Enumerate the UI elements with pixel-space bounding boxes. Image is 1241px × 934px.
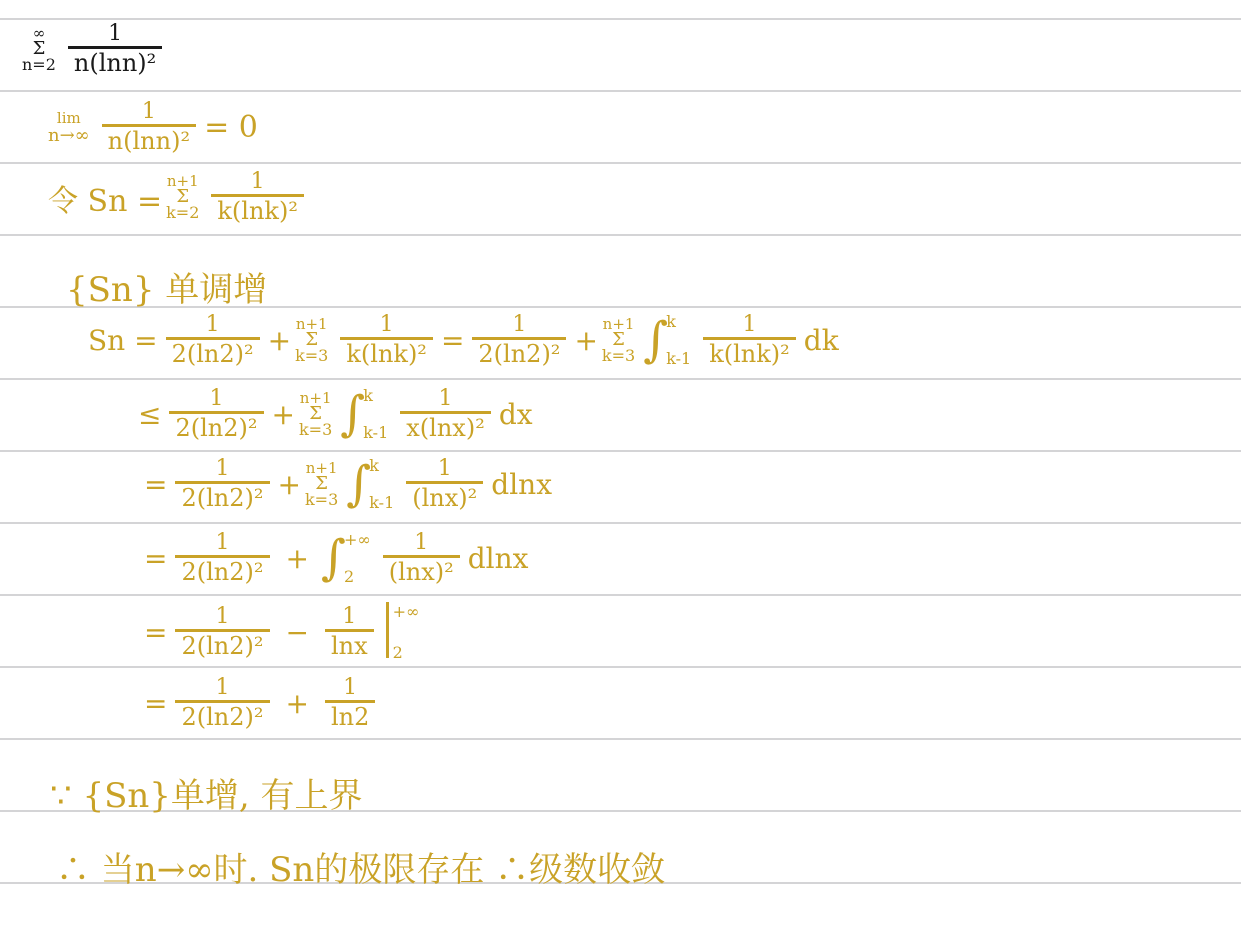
ruled-line xyxy=(0,90,1241,92)
numerator: 1 xyxy=(379,311,394,337)
differential: dk xyxy=(803,323,839,357)
because-statement xyxy=(50,768,363,817)
numerator: 1 xyxy=(205,311,220,337)
define-sn xyxy=(48,170,312,225)
integral-upper: k xyxy=(369,456,379,475)
define-fraction xyxy=(211,170,304,225)
step-lhs: Sn = xyxy=(88,323,158,357)
evaluation-bar xyxy=(386,602,420,662)
define-prefix: 令 Sn = xyxy=(48,183,163,219)
denominator: k(lnk)² xyxy=(211,194,304,225)
integral-sign: ∫ xyxy=(643,312,669,368)
numerator: 1 xyxy=(209,385,224,411)
integral-upper: k xyxy=(666,312,676,331)
denominator: x(lnx)² xyxy=(400,411,491,442)
denominator: n(lnn)² xyxy=(102,124,196,155)
denominator: ln2 xyxy=(325,700,375,731)
lim-operator xyxy=(48,110,90,146)
equals-sign: = xyxy=(144,467,168,501)
term-fraction xyxy=(325,605,374,660)
therefore-text: ∴ 当n→∞时. Sn的极限存在 ∴级数收敛 xyxy=(56,850,666,890)
sum-lower: k=3 xyxy=(295,345,329,365)
ruled-line xyxy=(0,450,1241,452)
limit-result: = 0 xyxy=(204,110,258,145)
term-fraction xyxy=(383,531,460,586)
lim-word: lim xyxy=(56,108,81,127)
equals-sign: = xyxy=(440,323,465,357)
ruled-line xyxy=(0,522,1241,524)
term-fraction xyxy=(175,676,269,731)
sum-upper: n+1 xyxy=(299,388,332,407)
equals-sign: = xyxy=(144,687,168,720)
numerator: 1 xyxy=(215,603,230,629)
sum-lower: k=3 xyxy=(298,419,333,439)
ruled-line xyxy=(0,378,1241,380)
sum-lower: k=3 xyxy=(601,345,636,365)
sum-lower: k=2 xyxy=(166,203,200,222)
numerator: 1 xyxy=(250,169,265,194)
denominator: 2(ln2)² xyxy=(169,411,263,442)
differential: dlnx xyxy=(491,467,552,501)
series-expression xyxy=(18,22,170,77)
monotone-statement xyxy=(66,262,267,311)
because-text: ∵ {Sn}单增, 有上界 xyxy=(50,776,363,816)
eval-upper: +∞ xyxy=(392,602,420,621)
integral xyxy=(340,386,388,442)
step-2 xyxy=(138,386,533,442)
integral-lower: 2 xyxy=(343,567,355,586)
numerator: 1 xyxy=(414,529,429,555)
limit-expression xyxy=(48,100,258,155)
sum-upper: n+1 xyxy=(305,458,338,477)
monotone-text: {Sn} 单调增 xyxy=(66,270,268,310)
step-sum xyxy=(295,314,329,365)
sum-upper: n+1 xyxy=(602,314,635,333)
denominator: 2(ln2)² xyxy=(175,555,269,586)
integral-lower: k-1 xyxy=(666,349,692,368)
eval-lower: 2 xyxy=(392,643,403,662)
term-fraction xyxy=(703,313,796,368)
numerator: 1 xyxy=(343,675,358,700)
numerator: 1 xyxy=(512,311,527,337)
series-sum xyxy=(22,26,56,73)
term-fraction xyxy=(175,531,269,586)
term-fraction xyxy=(175,457,269,512)
therefore-statement xyxy=(56,842,665,891)
series-fraction xyxy=(68,22,162,77)
sum-sigma: Σ xyxy=(32,38,46,59)
term-fraction xyxy=(169,387,263,442)
numerator: 1 xyxy=(141,99,156,124)
denominator: 2(ln2)² xyxy=(175,629,269,660)
integral-sign: ∫ xyxy=(340,386,366,442)
ruled-line xyxy=(0,594,1241,596)
differential: dx xyxy=(498,397,533,431)
numerator: 1 xyxy=(437,455,452,481)
numerator: 1 xyxy=(342,603,357,629)
ruled-line xyxy=(0,234,1241,236)
denominator: 2(ln2)² xyxy=(472,337,566,368)
numerator: 1 xyxy=(108,21,123,46)
equals-sign: = xyxy=(144,615,168,649)
sum-lower: n=2 xyxy=(22,55,56,74)
lim-subscript: n→∞ xyxy=(48,124,90,146)
integral-upper: +∞ xyxy=(343,530,371,549)
plus-sign: + xyxy=(267,323,292,357)
term-fraction xyxy=(472,313,566,368)
step-6 xyxy=(144,676,383,731)
integral-sign: ∫ xyxy=(320,530,346,586)
plus-sign: + xyxy=(574,323,598,357)
sum-upper: n+1 xyxy=(166,172,199,190)
sum-lower: k=3 xyxy=(304,489,339,509)
integral xyxy=(643,312,691,368)
term-fraction xyxy=(406,457,483,512)
term-fraction xyxy=(166,313,260,368)
integral-upper: k xyxy=(363,386,373,405)
differential: dlnx xyxy=(467,541,529,575)
integral-lower: k-1 xyxy=(363,423,389,442)
denominator: (lnx)² xyxy=(406,481,483,512)
sum-upper: n+1 xyxy=(295,314,328,333)
numerator: 1 xyxy=(215,529,230,555)
denominator: lnx xyxy=(325,629,374,660)
step-3 xyxy=(144,456,552,512)
numerator: 1 xyxy=(215,675,230,700)
plus-sign: + xyxy=(285,541,309,575)
denominator: 2(ln2)² xyxy=(175,481,269,512)
plus-sign: + xyxy=(277,467,301,501)
ruled-line xyxy=(0,666,1241,668)
step-sum xyxy=(304,458,339,509)
sum-sigma: Σ xyxy=(309,402,322,424)
numerator: 1 xyxy=(215,455,230,481)
leq-sign: ≤ xyxy=(138,397,162,431)
denominator: n(lnn)² xyxy=(68,46,162,77)
plus-sign: + xyxy=(271,397,295,431)
step-1 xyxy=(88,312,839,368)
step-4 xyxy=(144,530,528,586)
ruled-line xyxy=(0,162,1241,164)
equals-sign: = xyxy=(144,541,168,575)
denominator: 2(ln2)² xyxy=(166,337,260,368)
define-sum xyxy=(166,174,199,221)
ruled-line xyxy=(0,738,1241,740)
integral xyxy=(321,530,371,586)
step-sum xyxy=(601,314,636,365)
limit-fraction xyxy=(102,100,196,155)
sum-sigma: Σ xyxy=(305,328,319,350)
sum-sigma: Σ xyxy=(176,186,190,207)
integral-sign: ∫ xyxy=(346,456,372,512)
plus-sign: + xyxy=(285,687,309,720)
sum-sigma: Σ xyxy=(315,472,328,494)
integral xyxy=(346,456,394,512)
step-sum xyxy=(298,388,333,439)
sum-sigma: Σ xyxy=(612,328,625,350)
step-5 xyxy=(144,602,419,662)
denominator: k(lnk)² xyxy=(703,337,796,368)
minus-sign: − xyxy=(285,615,309,649)
denominator: (lnx)² xyxy=(383,555,460,586)
ruled-line xyxy=(0,18,1241,20)
term-fraction xyxy=(325,676,375,731)
sum-upper: ∞ xyxy=(32,24,46,42)
denominator: k(lnk)² xyxy=(340,337,433,368)
numerator: 1 xyxy=(438,385,453,411)
numerator: 1 xyxy=(742,311,757,337)
term-fraction xyxy=(340,313,433,368)
integral-lower: k-1 xyxy=(369,493,395,512)
denominator: 2(ln2)² xyxy=(175,700,269,731)
term-fraction xyxy=(400,387,491,442)
term-fraction xyxy=(175,605,269,660)
